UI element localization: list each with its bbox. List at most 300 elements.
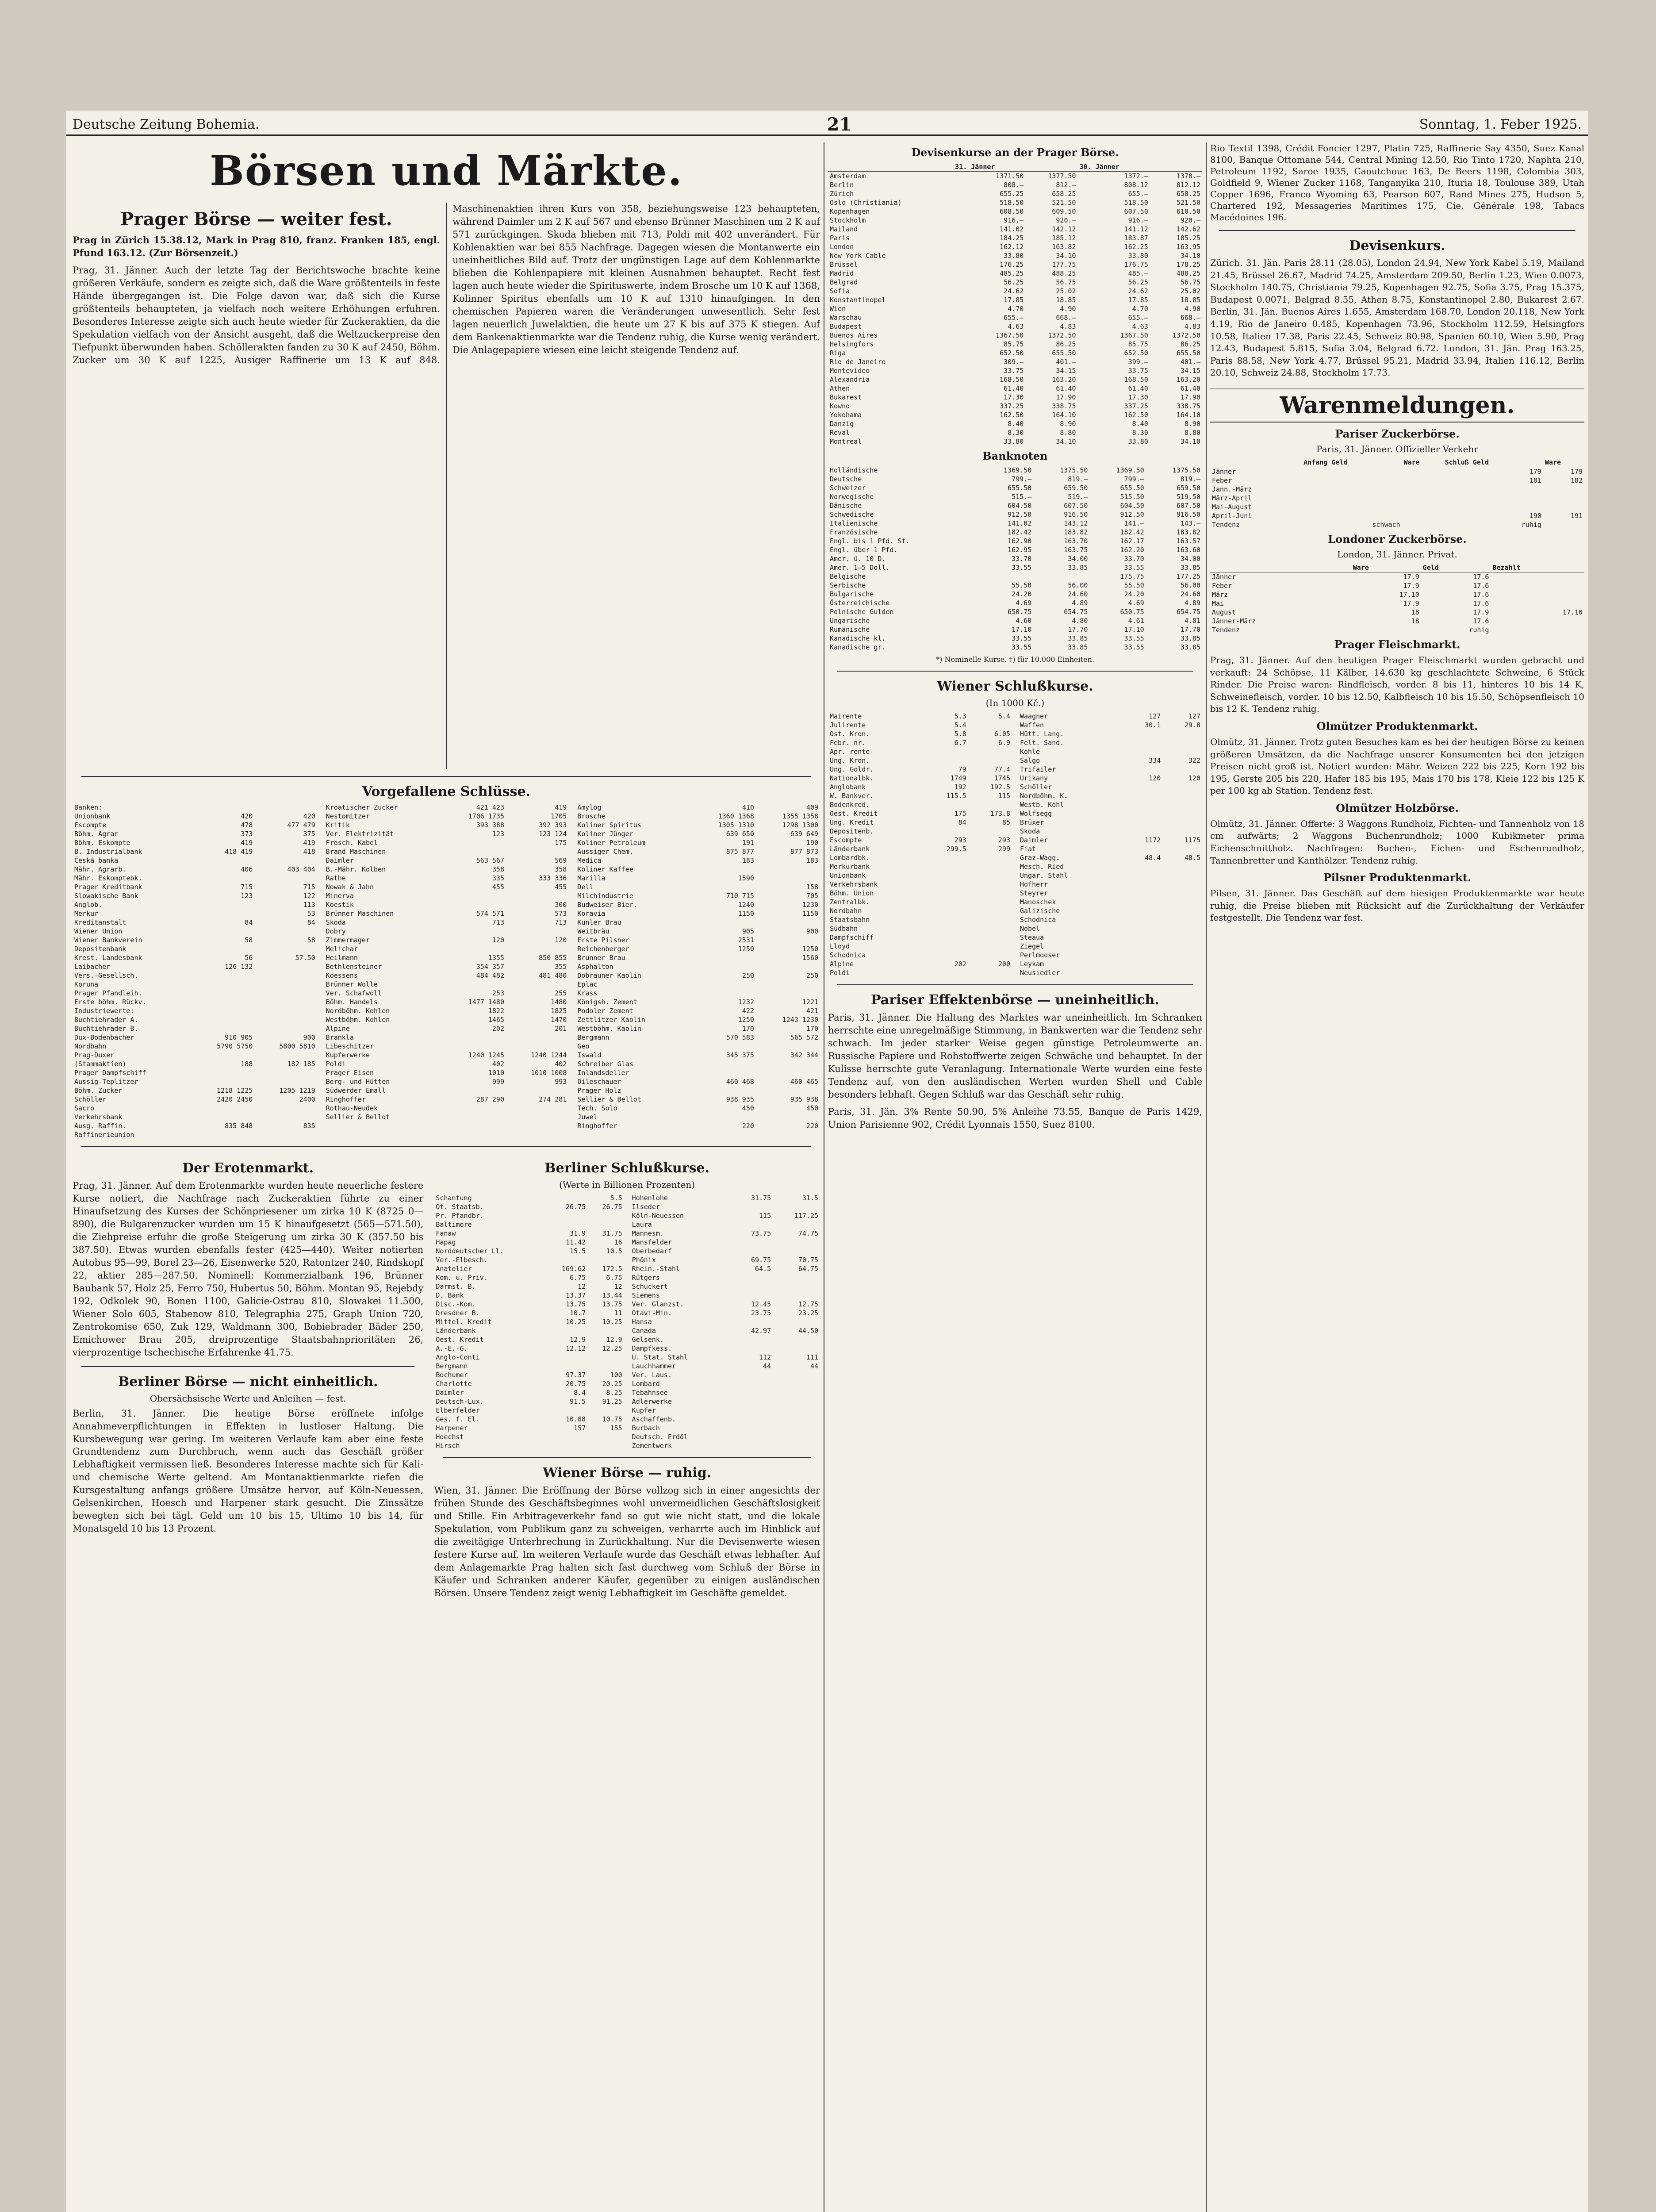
berlin-stock-value: 31.75	[751, 1194, 771, 1202]
table-row	[575, 883, 820, 891]
berlin-stock-value: 23.25	[798, 1309, 819, 1317]
berlin-stock-value: 10.25	[566, 1318, 586, 1326]
berlin-stock-value: 6.75	[606, 1274, 622, 1282]
berlin-stock-label: Ot. Staatsb.	[436, 1203, 484, 1211]
banknote-label: Kanadische kl.	[830, 634, 886, 642]
devise-value: 86.25	[1180, 340, 1200, 348]
vienna-stock-value	[1123, 747, 1163, 756]
berlin-stock-label: Pr. Pfandbr.	[436, 1212, 484, 1220]
zucker-london-value: 18	[1411, 608, 1419, 616]
zucker-london-column-header	[1210, 563, 1351, 572]
stock-value	[444, 1033, 506, 1042]
vienna-stock-label: Schodnica	[830, 951, 866, 959]
vienna-stock-value	[968, 915, 1012, 924]
vienna-stock-value	[1162, 968, 1202, 977]
vienna-stock-value	[1123, 915, 1163, 924]
berlin-stock-label: Baltimore	[436, 1221, 472, 1229]
stock-value	[254, 1024, 317, 1033]
berlin-stock-value	[732, 1202, 773, 1211]
zucker-london-value: 17.9	[1473, 608, 1489, 616]
stock-label: Raffinerieunion	[74, 1131, 134, 1139]
devise-value: 163.20	[1052, 376, 1076, 384]
stock-value: 120	[555, 936, 567, 944]
devise-value: 338.75	[1176, 402, 1200, 410]
banknote-value: 177.25	[1176, 572, 1200, 580]
berliner-schluss-table-a	[434, 1194, 624, 1450]
berlin-stock-value	[732, 1335, 773, 1344]
banknote-value: 182.42	[1008, 528, 1032, 536]
pilsner-markt-body: Pilsen, 31. Jänner. Das Geschäft auf dem hiesigen Produktenmarkte war heute ruhig, die Preise blieben mit Rücksicht auf die Zurückhaltung der Verkäufer festgestellt. Die Tendenz war fest.	[1210, 888, 1584, 923]
wiener-boerse-body: Wien, 31. Jänner. Die Eröffnung der Börse vollzog sich in einer angesichts der frühen Stunde des Geschäftsbeginnes wohl unvermeidlichen Geschäftslosigkeit und Stille. Ein Arbitrageverkehr fand so gut wie nicht statt, und die lokale Spekulation, vom Publikum ganz zu schweigen, verharrte auch im Hinblick auf die zweitägige Unterbrechung in Zurückhaltung. Nur die Devisenwerte wiesen festere Kurse auf. Im weiteren Verlaufe wurde das Geschäft etwas lebhafter. Auf dem Anlagemarkte Prag halten sich fast durchweg vom Schluß der Börse in Käufer und Schranken anderer Käufer, gegenüber zu einigen ausländischen Börsen. Unsere Tendenz zeigt wenig Lebhaftigkeit im Geschäfte gemeldet.	[434, 1485, 820, 1598]
stock-label: Buchtiehrader A.	[74, 1016, 138, 1024]
zucker-london-value	[1351, 626, 1421, 634]
berlin-stock-label: Bergmann	[436, 1362, 468, 1370]
stock-value: 935 938	[790, 1095, 819, 1103]
vienna-stock-label: Schöller	[1020, 783, 1052, 791]
berlin-stock-value	[587, 1211, 624, 1220]
table-row	[434, 1273, 624, 1282]
table-row	[1018, 862, 1202, 871]
banknote-label: Ungarische	[830, 617, 870, 625]
vienna-stock-value	[1162, 818, 1202, 827]
stock-label: Brunner Brau	[577, 954, 625, 962]
stock-value: 460 465	[790, 1078, 819, 1086]
zucker-london-label: Feber	[1212, 581, 1232, 590]
vienna-stock-value	[968, 756, 1012, 765]
stock-label: Krass	[577, 989, 598, 997]
berlin-stock-label: Canada	[632, 1327, 656, 1335]
vienna-stock-label: Verkehrsbank	[830, 880, 878, 888]
banknoten-title: Banknoten	[982, 449, 1048, 462]
stock-value	[756, 918, 820, 927]
table-row	[828, 384, 1202, 393]
table-row	[1018, 898, 1202, 906]
berlin-stock-label: A.-E.-G.	[436, 1344, 468, 1352]
berlin-stock-value	[732, 1379, 773, 1388]
devisen-title: Devisenkurse an der Prager Börse.	[911, 146, 1119, 159]
zucker-paris-value	[1443, 494, 1543, 503]
devise-value: 34.10	[1180, 438, 1200, 445]
banknote-value: 604.50	[1008, 502, 1032, 510]
devise-value: 1372.50	[1048, 331, 1076, 339]
table-row	[324, 1068, 569, 1077]
stock-label: Merkur	[74, 910, 99, 918]
berlin-subtitle: Obersächsische Werte und Anleihen — fest.	[150, 1393, 346, 1404]
banknote-value: 659.50	[1064, 484, 1088, 492]
zucker-paris-value: 179	[1529, 467, 1541, 476]
banknote-value: 604.50	[1120, 502, 1144, 510]
banknote-value: 4.69	[1016, 599, 1032, 607]
zucker-paris-label: Jann.-März	[1212, 485, 1252, 493]
berlin-stock-value: 117.25	[794, 1212, 819, 1220]
table-row	[434, 1247, 624, 1256]
table-row	[1018, 845, 1202, 853]
devise-label: Paris	[830, 234, 850, 242]
stock-value: 573	[555, 910, 567, 918]
zucker-london-value: 17.10	[1399, 590, 1419, 599]
stock-value: 1232	[738, 998, 754, 1006]
stock-value: 253	[492, 989, 504, 997]
table-row	[828, 554, 1202, 563]
stock-value	[756, 936, 820, 945]
vienna-stock-value	[968, 889, 1012, 898]
stock-label: Rathe	[326, 874, 346, 882]
stock-label: Daimler	[326, 856, 354, 864]
vienna-stock-value	[924, 880, 968, 889]
vienna-stock-label: Fiat	[1020, 845, 1036, 853]
devise-value: 8.30	[1008, 429, 1024, 437]
zucker-london-value: 17.6	[1473, 572, 1489, 581]
banknote-value: 33.55	[1012, 634, 1032, 642]
devise-value: 4.70	[1132, 305, 1148, 313]
table-row	[828, 260, 1202, 269]
banknote-value: 141.—	[1124, 519, 1144, 527]
stock-value: 358	[555, 865, 567, 873]
devise-value: 61.40	[1056, 384, 1076, 392]
berlin-stock-label: D. Bank	[436, 1291, 464, 1299]
stock-value: 175	[555, 839, 567, 847]
table-row	[630, 1388, 820, 1397]
table-row	[828, 304, 1202, 313]
devise-value: 1378.—	[1176, 172, 1200, 180]
devise-value: 142.62	[1176, 225, 1200, 233]
berlin-stock-label: Phönix	[632, 1256, 656, 1264]
table-row	[575, 945, 820, 953]
stock-value: 1480	[551, 998, 567, 1006]
berlin-stock-value	[732, 1344, 773, 1353]
stock-value	[192, 874, 254, 883]
stock-value	[254, 874, 317, 883]
zucker-london-value: 17.10	[1562, 608, 1583, 616]
berlin-stock-value: 100	[610, 1371, 622, 1379]
table-row	[828, 765, 1012, 774]
table-row	[1018, 783, 1202, 791]
table-row	[324, 1051, 569, 1060]
stock-value	[506, 847, 568, 856]
devise-value: 668.—	[1056, 314, 1076, 322]
stock-value	[254, 1006, 317, 1015]
berlin-stock-label: Hoechst	[436, 1433, 464, 1441]
berlin-stock-value: 12	[578, 1283, 586, 1290]
wiener-schluss-subtitle: (In 1000 Kč.)	[985, 698, 1045, 708]
table-row	[828, 809, 1012, 818]
stock-value	[192, 1130, 254, 1139]
erotenmarkt-column	[73, 1154, 423, 1604]
stock-value: 418	[303, 848, 315, 856]
stock-label: Koliner Jünger	[577, 830, 633, 838]
vienna-stock-label: Brüxer	[1020, 818, 1044, 826]
vienna-stock-value	[924, 800, 968, 809]
vienna-stock-value: 1745	[994, 774, 1010, 782]
stock-value: 300	[555, 901, 567, 909]
stock-label: Milchindustrie	[577, 892, 633, 900]
devise-value: 8.30	[1132, 429, 1148, 437]
vienna-stock-label: Skoda	[1020, 827, 1040, 835]
header-publication: Deutsche Zeitung Bohemia.	[73, 116, 260, 132]
berlin-stock-value: 31.9	[570, 1229, 586, 1237]
stock-value: 123	[241, 892, 253, 900]
berlin-stock-value: 31.5	[802, 1194, 819, 1202]
stock-value: 1243 1230	[782, 1016, 819, 1024]
berlin-stock-value	[773, 1432, 820, 1441]
zucker-paris-value	[1402, 485, 1443, 494]
stock-value: 455	[492, 883, 504, 891]
banknote-value: 143.—	[1180, 519, 1200, 527]
devisen-column-header	[1150, 162, 1202, 172]
berlin-stock-label: Kupfer	[632, 1406, 656, 1414]
devise-value: 33.80	[1128, 438, 1148, 445]
devise-value: 655.50	[1052, 349, 1076, 357]
stock-label: Zimmermager	[326, 936, 370, 944]
stock-value: 250	[742, 972, 754, 979]
table-row	[1018, 765, 1202, 774]
stock-value: 402	[492, 1060, 504, 1068]
table-row	[324, 962, 569, 971]
berlin-stock-value: 44	[763, 1362, 771, 1370]
vienna-stock-value	[1162, 765, 1202, 774]
stock-label: Böhm. Eskompte	[74, 839, 130, 847]
berlin-stock-value	[773, 1424, 820, 1432]
berlin-stock-value: 172.5	[602, 1265, 622, 1273]
table-row	[434, 1406, 624, 1415]
wiener-schluss-table-a	[828, 712, 1012, 977]
devise-value: 4.83	[1060, 323, 1076, 330]
devise-value: 401.—	[1056, 358, 1076, 366]
banknote-label: Italienische	[830, 519, 878, 527]
zucker-london-value: 17.6	[1473, 590, 1489, 599]
middle-column	[828, 142, 1202, 2212]
banknote-value: 163.75	[1064, 546, 1088, 554]
vienna-stock-label: Felt. Sand.	[1020, 739, 1064, 747]
vienna-stock-value	[1123, 942, 1163, 951]
devise-value: 33.80	[1128, 252, 1148, 260]
berlin-stock-value: 64.5	[755, 1265, 771, 1273]
stock-value: 421 423	[476, 803, 504, 811]
banknoten-table	[828, 466, 1202, 652]
table-row	[630, 1309, 820, 1317]
table-row	[1210, 503, 1584, 511]
vienna-stock-value	[924, 924, 968, 933]
table-row	[828, 791, 1012, 800]
table-row	[575, 998, 820, 1006]
divider	[837, 984, 1193, 985]
table-row	[434, 1371, 624, 1379]
vienna-stock-label: Trifailer	[1020, 765, 1056, 773]
devise-value: 652.50	[1124, 349, 1148, 357]
table-row	[324, 980, 569, 989]
zucker-paris-column-header: Schluß Geld	[1443, 458, 1543, 467]
stock-value: 900	[806, 927, 819, 935]
table-row	[575, 936, 820, 945]
stock-value: 183	[742, 856, 754, 864]
vienna-stock-value	[1123, 898, 1163, 906]
stock-label: Kunler Brau	[577, 918, 621, 926]
berlin-stock-label: Charlotte	[436, 1380, 472, 1388]
londoner-zucker-head: London, 31. Jänner. Privat.	[1337, 549, 1457, 560]
fleischmarkt-body: Prag, 31. Jänner. Auf den heutigen Prager Fleischmarkt wurden gebracht und verkauft: 24 Schöpse, 11 Kälber, 14.630 kg geschlachtete Schweine, 6 Stück Rinder. Die Preise waren: Rindfleisch, vorder. 8 bis 11, hinteres 10 bis 14 K, Schweinefleisch, vorder. 10 bis 12.50, Kalbfleisch 10 bis 15.50, Schöpsenfleisch 10 bis 12 K. Tendenz ruhig.	[1210, 654, 1584, 714]
banknote-value: 24.20	[1124, 590, 1144, 598]
devise-value: 8.80	[1184, 429, 1200, 437]
table-row	[828, 738, 1012, 747]
banknote-value: 650.75	[1120, 608, 1144, 616]
table-row	[828, 915, 1012, 924]
prague-body: Prag, 31. Jänner. Auch der letzte Tag der Berichtswoche brachte keine größeren Verkäufe, sondern es zeigte sich, daß die Ware größtenteils in feste Hände übergegangen ist. Die Folge davon war, daß sich die Kurse größtenteils behaupteten, ja vielfach noch weitere Erhöhungen erfuhren. Besonderes Interesse zeigte sich auch heute wieder für Zuckeraktien, da die Spekulation vielfach von der Ansicht ausgeht, daß die Weltzuckerpreise den Tiefpunkt überwunden haben. Schöllerakten fanden zu 30 K auf 2450, Böhm. Zucker um 30 K auf 1225, Ausiger Raffinerie um 13 K auf 848. Maschinenaktien ihren Kurs von 358, beziehungsweise 123 behaupteten, während Daimler um 2 K auf 567 und ebenso Brünner Maschinen um 2 K auf 571 zurückgingen. Skoda blieben mit 713, Poldi mit 402 unverändert. Für Kohlenaktien war bei 855 Nachfrage. Dagegen wiesen die Montanwerte ein uneinheitliches Bild auf. Trotz der ungünstigen Lage auf dem Kohlenmarkte blieben die Kohlenpapiere mit kleinen Ausnahmen behauptet. Recht fest lagen auch heute wieder die Spirituswerte, indem Brosche um 10 K auf 1368, Kolinner Spiritus ebenfalls um 10 K auf 1310 hinaufgingen. In den chemischen Papieren waren die Veränderungen unwesentlich. Sehr fest lagen neuerlich Juwelaktien, die heute um 27 K bis auf 375 K stiegen. Auf dem Bankenaktienmarkte war die Tendenz ruhig, die Kurse wenig verändert. Die Anlagepapiere wiesen eine leicht steigende Tendenz auf.	[73, 204, 820, 365]
devise-label: Wien	[830, 305, 846, 313]
stock-label: Industriewerte:	[74, 1007, 134, 1015]
vienna-stock-label: Waagner	[1020, 712, 1048, 720]
stock-value: 2420 2450	[217, 1095, 253, 1103]
zucker-london-value	[1491, 581, 1584, 590]
devise-value: 609.50	[1052, 207, 1076, 215]
banknote-label: Dänische	[830, 502, 862, 510]
stock-label: Budweiser Bier.	[577, 901, 637, 909]
vienna-stock-value	[968, 906, 1012, 915]
table-row	[575, 803, 820, 812]
table-row	[1210, 511, 1584, 520]
stock-value	[192, 900, 254, 909]
devise-label: Buenos Aires	[830, 331, 878, 339]
table-row	[1018, 791, 1202, 800]
table-row	[575, 900, 820, 909]
banknote-value: 141.02	[1008, 519, 1032, 527]
table-row	[630, 1424, 820, 1432]
stock-label: Amylog	[577, 803, 602, 811]
londoner-zucker-title: Londoner Zuckerbörse.	[1328, 532, 1467, 545]
stock-value	[692, 1113, 756, 1121]
stock-value	[254, 927, 317, 936]
devise-label: Kowno	[830, 402, 850, 410]
stock-label: Krest. Landesbank	[74, 954, 142, 962]
banknote-value: 24.60	[1068, 590, 1088, 598]
stock-value	[506, 891, 568, 900]
stock-label: Aussiger Chem.	[577, 848, 633, 856]
zucker-paris-label: April-Juni	[1212, 511, 1252, 520]
zucker-london-value	[1491, 572, 1584, 581]
vienna-stock-value: 299.5	[946, 845, 966, 853]
devise-value: 25.02	[1180, 287, 1200, 295]
devise-value: 916.—	[1128, 216, 1148, 224]
banknote-label: Holländische	[830, 466, 878, 474]
table-row	[828, 836, 1012, 845]
vienna-stock-label: Hofherr	[1020, 880, 1048, 888]
devise-value: 920.—	[1056, 216, 1076, 224]
stock-value: 220	[806, 1122, 819, 1130]
vienna-stock-label: Julirente	[830, 721, 866, 729]
stock-label: Melichar	[326, 945, 358, 953]
stock-label: Brünner Wolle	[326, 980, 378, 988]
stock-value	[692, 1068, 756, 1077]
stock-label: Böhm. Agrar	[74, 830, 119, 838]
zucker-paris-value: 190	[1529, 511, 1541, 520]
banknote-value: 4.81	[1184, 617, 1200, 625]
vienna-stock-label: Urikany	[1020, 774, 1048, 782]
table-row	[1018, 809, 1202, 818]
vienna-stock-value	[1162, 915, 1202, 924]
stock-label: Frosch. Kabel	[326, 839, 378, 847]
devise-value: 521.50	[1176, 199, 1200, 207]
berlin-stock-value	[587, 1432, 624, 1441]
table-row	[828, 242, 1202, 251]
berlin-stock-value: 13.75	[602, 1300, 622, 1308]
table-row	[828, 563, 1202, 572]
stock-value: 1010	[488, 1069, 504, 1077]
table-row	[828, 411, 1202, 419]
vienna-stock-value	[924, 933, 968, 942]
table-row	[828, 475, 1202, 484]
stock-label: Koliner Spiritus	[577, 821, 641, 829]
devise-value: 17.30	[1004, 393, 1024, 401]
stock-value: 1230	[802, 901, 819, 909]
stock-label: B. Industrialbank	[74, 848, 142, 856]
stock-value	[506, 1104, 568, 1113]
devise-value: 337.25	[1000, 402, 1024, 410]
table-row	[1210, 590, 1584, 599]
stock-value: 355	[555, 963, 567, 971]
stock-label: Erste Pilsner	[577, 936, 629, 944]
table-row	[1210, 581, 1584, 590]
berlin-stock-value	[773, 1415, 820, 1424]
table-row	[828, 721, 1012, 730]
table-row	[630, 1264, 820, 1273]
vienna-stock-value	[924, 942, 968, 951]
stock-value	[444, 927, 506, 936]
devise-value: 652.50	[1000, 349, 1024, 357]
stock-label: Sacro	[74, 1104, 95, 1112]
stock-label: Ringhoffer	[326, 1095, 366, 1103]
zucker-paris-value: 179	[1570, 467, 1583, 476]
berlin-stock-value	[773, 1238, 820, 1247]
berlin-stock-label: Länderbank	[436, 1327, 476, 1335]
stock-value: 1355	[488, 954, 504, 962]
vienna-stock-value	[1123, 924, 1163, 933]
stock-value: 1240	[738, 901, 754, 909]
table-row	[73, 1104, 317, 1113]
banknote-value: 607.50	[1064, 502, 1088, 510]
stock-value	[192, 1006, 254, 1015]
stock-value	[254, 980, 317, 989]
berlin-stock-value	[732, 1282, 773, 1291]
table-row	[434, 1362, 624, 1371]
table-row	[828, 269, 1202, 278]
table-row	[434, 1432, 624, 1441]
zucker-paris-value: schwach	[1372, 520, 1400, 529]
devise-label: Athen	[830, 384, 850, 392]
banknote-value: 4.89	[1184, 599, 1200, 607]
devise-value: 163.20	[1176, 376, 1200, 384]
vienna-stock-label: Länderbank	[830, 845, 870, 853]
vienna-stock-value	[1123, 889, 1163, 898]
vienna-stock-value: 6.05	[994, 730, 1010, 738]
stock-value: 220	[742, 1122, 754, 1130]
zucker-paris-value	[1543, 494, 1584, 503]
stock-value	[756, 874, 820, 883]
stock-value: 418 419	[225, 848, 253, 856]
berlin-stock-label: Schantung	[436, 1194, 472, 1202]
devise-label: London	[830, 243, 854, 251]
banknote-label: Deutsche	[830, 475, 862, 483]
devisen-column-header	[1025, 162, 1077, 172]
berlin-stock-label: Ges. f. El.	[436, 1415, 480, 1423]
banknote-value: 24.60	[1180, 590, 1200, 598]
vienna-stock-label: Zentralbk.	[830, 898, 870, 906]
stock-value: 1218 1225	[217, 1087, 253, 1094]
zucker-paris-value	[1302, 467, 1402, 476]
table-row	[324, 883, 569, 891]
table-row	[324, 927, 569, 936]
stock-value	[692, 883, 756, 891]
stock-value	[254, 1113, 317, 1121]
stock-value	[192, 1024, 254, 1033]
